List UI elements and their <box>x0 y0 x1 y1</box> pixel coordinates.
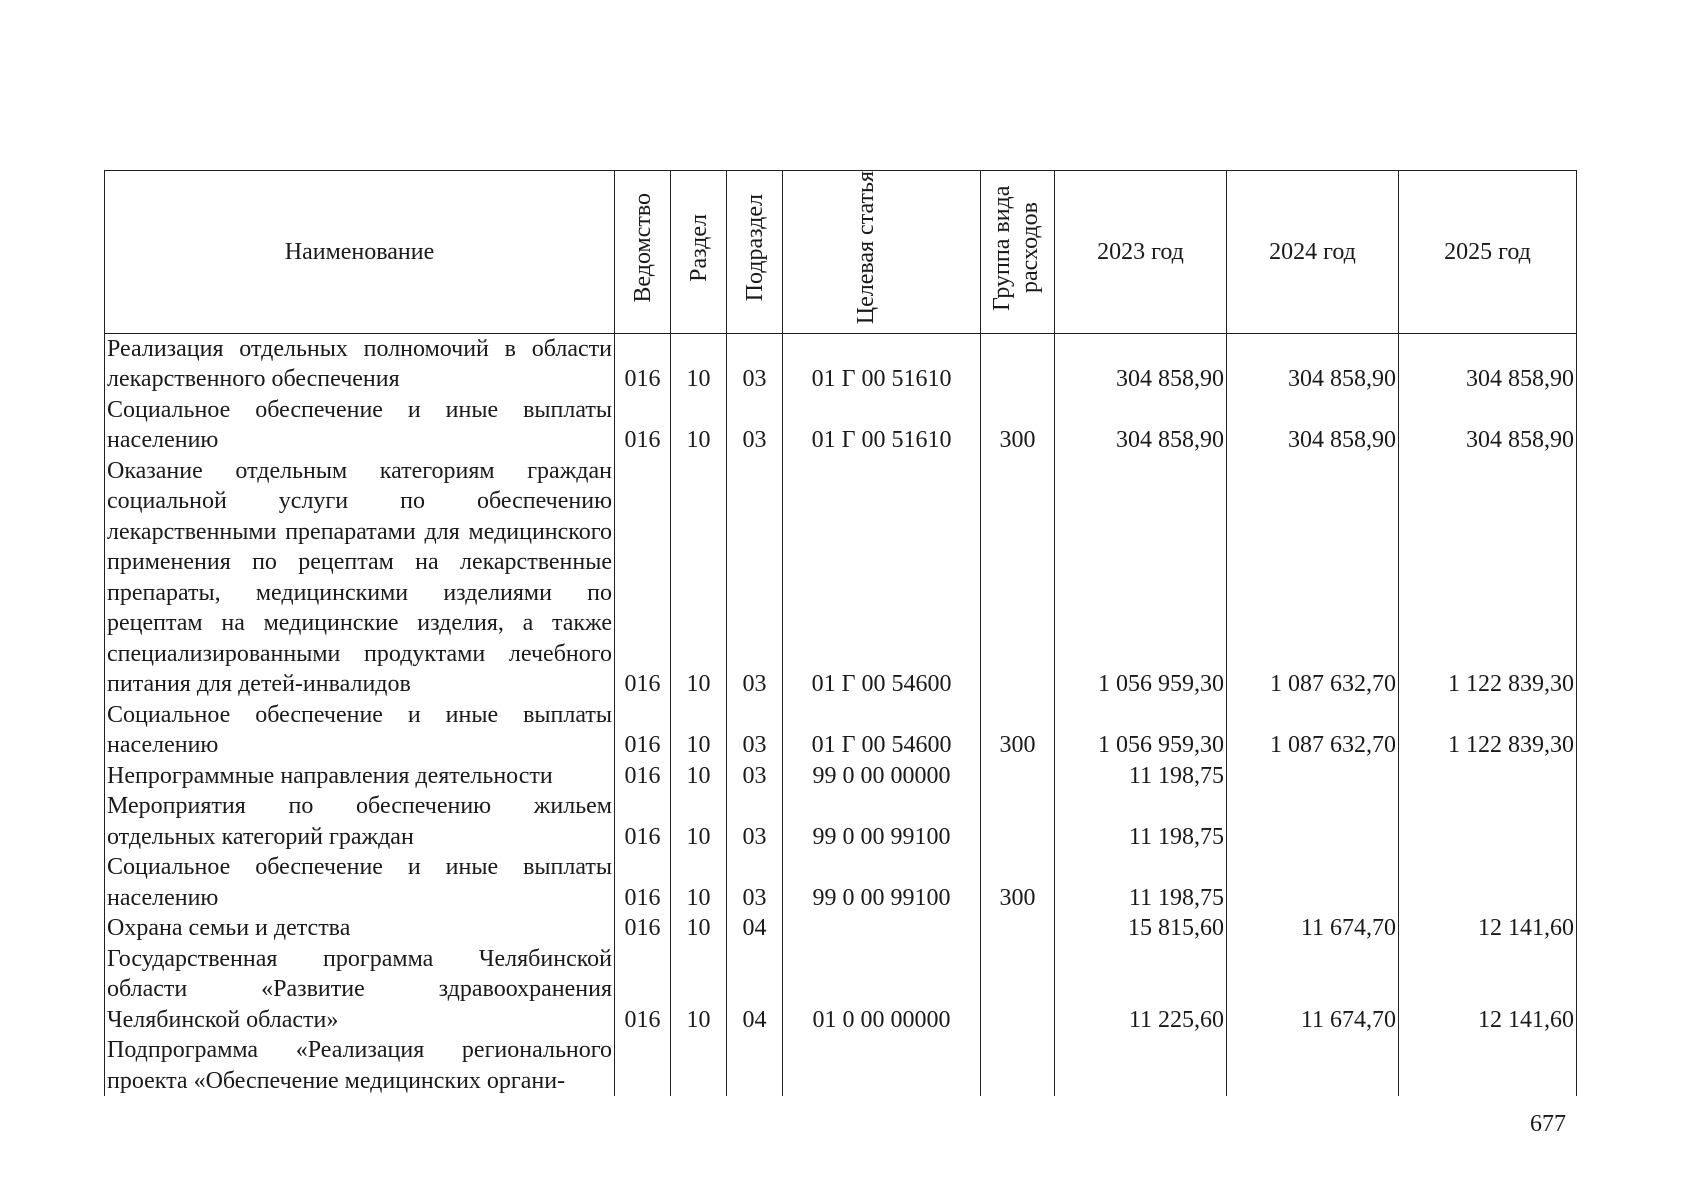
row-gruppa-vida-rashodov <box>981 1035 1055 1096</box>
row-razdel: 10 <box>671 333 727 395</box>
header-2024: 2024 год <box>1227 171 1399 334</box>
row-gruppa-vida-rashodov <box>981 333 1055 395</box>
row-podrazdel: 03 <box>727 333 783 395</box>
row-celevaya-statya: 01 Г 00 51610 <box>783 395 981 456</box>
row-celevaya-statya: 99 0 00 99100 <box>783 791 981 852</box>
row-razdel: 10 <box>671 395 727 456</box>
row-podrazdel: 03 <box>727 791 783 852</box>
row-value-2023: 304 858,90 <box>1055 333 1227 395</box>
row-razdel: 10 <box>671 944 727 1036</box>
table-row <box>105 791 1577 852</box>
row-name: Охрана семьи и детства <box>105 913 615 944</box>
row-value-2025: 1 122 839,30 <box>1399 456 1577 700</box>
row-gruppa-vida-rashodov <box>981 456 1055 700</box>
row-podrazdel: 03 <box>727 852 783 913</box>
row-gruppa-vida-rashodov <box>981 944 1055 1036</box>
header-podrazdel: Подраздел <box>727 171 783 334</box>
table-row <box>105 852 1577 913</box>
row-razdel: 10 <box>671 791 727 852</box>
row-celevaya-statya: 01 Г 00 51610 <box>783 333 981 395</box>
row-value-2023: 15 815,60 <box>1055 913 1227 944</box>
header-razdel: Раздел <box>671 171 727 334</box>
row-name: Непрограммные направления деятельности <box>105 761 615 792</box>
row-value-2024: 1 087 632,70 <box>1227 456 1399 700</box>
budget-table <box>104 170 1577 1096</box>
row-name: Реализация отдельных полномочий в области лекарственного обеспечения <box>105 333 615 395</box>
row-vedomstvo: 016 <box>615 791 671 852</box>
row-value-2025: 12 141,60 <box>1399 944 1577 1036</box>
header-celevaya-statya: Целевая статья <box>783 171 981 334</box>
row-razdel: 10 <box>671 913 727 944</box>
row-value-2024 <box>1227 791 1399 852</box>
table-row <box>105 913 1577 944</box>
row-podrazdel: 03 <box>727 456 783 700</box>
row-gruppa-vida-rashodov <box>981 791 1055 852</box>
row-vedomstvo: 016 <box>615 700 671 761</box>
row-value-2023: 1 056 959,30 <box>1055 456 1227 700</box>
row-vedomstvo: 016 <box>615 456 671 700</box>
table-row <box>105 456 1577 700</box>
header-vedomstvo: Ведомство <box>615 171 671 334</box>
page-number: 677 <box>1530 1111 1566 1137</box>
row-gruppa-vida-rashodov <box>981 761 1055 792</box>
row-value-2025 <box>1399 1035 1577 1096</box>
row-celevaya-statya: 01 Г 00 54600 <box>783 700 981 761</box>
table-row <box>105 761 1577 792</box>
row-value-2024 <box>1227 1035 1399 1096</box>
row-celevaya-statya: 01 0 00 00000 <box>783 944 981 1036</box>
row-razdel <box>671 1035 727 1096</box>
row-vedomstvo: 016 <box>615 852 671 913</box>
row-value-2024: 304 858,90 <box>1227 395 1399 456</box>
row-value-2024: 1 087 632,70 <box>1227 700 1399 761</box>
row-value-2023: 11 198,75 <box>1055 761 1227 792</box>
row-razdel: 10 <box>671 456 727 700</box>
row-celevaya-statya: 99 0 00 99100 <box>783 852 981 913</box>
row-value-2025 <box>1399 761 1577 792</box>
table-row <box>105 944 1577 1036</box>
row-value-2024: 304 858,90 <box>1227 333 1399 395</box>
row-value-2025 <box>1399 791 1577 852</box>
row-value-2024 <box>1227 852 1399 913</box>
header-2025: 2025 год <box>1399 171 1577 334</box>
row-podrazdel <box>727 1035 783 1096</box>
row-vedomstvo: 016 <box>615 333 671 395</box>
row-razdel: 10 <box>671 852 727 913</box>
row-name: Оказание отдельным категориям граждан социальной услуги по обеспечению лекарственными препаратами для медицинского применения по рецептам на лекарственные препараты, медицинскими изделиями по рецептам на медицинские изделия, а также специализированными продуктами лечебного питания для детей-инвалидов <box>105 456 615 700</box>
row-celevaya-statya: 99 0 00 00000 <box>783 761 981 792</box>
row-value-2025: 1 122 839,30 <box>1399 700 1577 761</box>
row-value-2025 <box>1399 852 1577 913</box>
table-row <box>105 333 1577 395</box>
row-vedomstvo: 016 <box>615 761 671 792</box>
row-value-2024 <box>1227 761 1399 792</box>
row-gruppa-vida-rashodov: 300 <box>981 852 1055 913</box>
row-podrazdel: 04 <box>727 913 783 944</box>
row-podrazdel: 03 <box>727 395 783 456</box>
row-value-2023: 1 056 959,30 <box>1055 700 1227 761</box>
row-value-2025: 304 858,90 <box>1399 395 1577 456</box>
row-celevaya-statya: 01 Г 00 54600 <box>783 456 981 700</box>
header-name: Наименование <box>105 171 615 334</box>
row-celevaya-statya <box>783 1035 981 1096</box>
row-gruppa-vida-rashodov: 300 <box>981 395 1055 456</box>
header-row <box>105 171 1577 334</box>
row-value-2023 <box>1055 1035 1227 1096</box>
row-name: Социальное обеспечение и иные выплаты населению <box>105 852 615 913</box>
header-2023: 2023 год <box>1055 171 1227 334</box>
row-value-2024: 11 674,70 <box>1227 944 1399 1036</box>
row-gruppa-vida-rashodov <box>981 913 1055 944</box>
row-podrazdel: 04 <box>727 944 783 1036</box>
row-value-2024: 11 674,70 <box>1227 913 1399 944</box>
row-vedomstvo: 016 <box>615 913 671 944</box>
table-body <box>105 333 1577 1096</box>
row-name: Мероприятия по обеспечению жильем отдельных категорий граждан <box>105 791 615 852</box>
row-razdel: 10 <box>671 761 727 792</box>
row-name: Подпрограмма «Реализация регионального проекта «Обеспечение медицинских органи- <box>105 1035 615 1096</box>
row-razdel: 10 <box>671 700 727 761</box>
row-vedomstvo: 016 <box>615 395 671 456</box>
row-value-2023: 304 858,90 <box>1055 395 1227 456</box>
row-podrazdel: 03 <box>727 761 783 792</box>
row-value-2023: 11 198,75 <box>1055 852 1227 913</box>
row-gruppa-vida-rashodov: 300 <box>981 700 1055 761</box>
row-value-2023: 11 225,60 <box>1055 944 1227 1036</box>
row-value-2023: 11 198,75 <box>1055 791 1227 852</box>
row-vedomstvo: 016 <box>615 944 671 1036</box>
row-value-2025: 12 141,60 <box>1399 913 1577 944</box>
header-gruppa-vida-rashodov: Группа вида расходов <box>981 171 1055 334</box>
table-row <box>105 395 1577 456</box>
row-podrazdel: 03 <box>727 700 783 761</box>
table-row <box>105 1035 1577 1096</box>
row-name: Социальное обеспечение и иные выплаты населению <box>105 700 615 761</box>
row-value-2025: 304 858,90 <box>1399 333 1577 395</box>
row-celevaya-statya <box>783 913 981 944</box>
row-name: Государственная программа Челябинской области «Развитие здравоохранения Челябинской области» <box>105 944 615 1036</box>
table-row <box>105 700 1577 761</box>
row-name: Социальное обеспечение и иные выплаты населению <box>105 395 615 456</box>
row-vedomstvo <box>615 1035 671 1096</box>
